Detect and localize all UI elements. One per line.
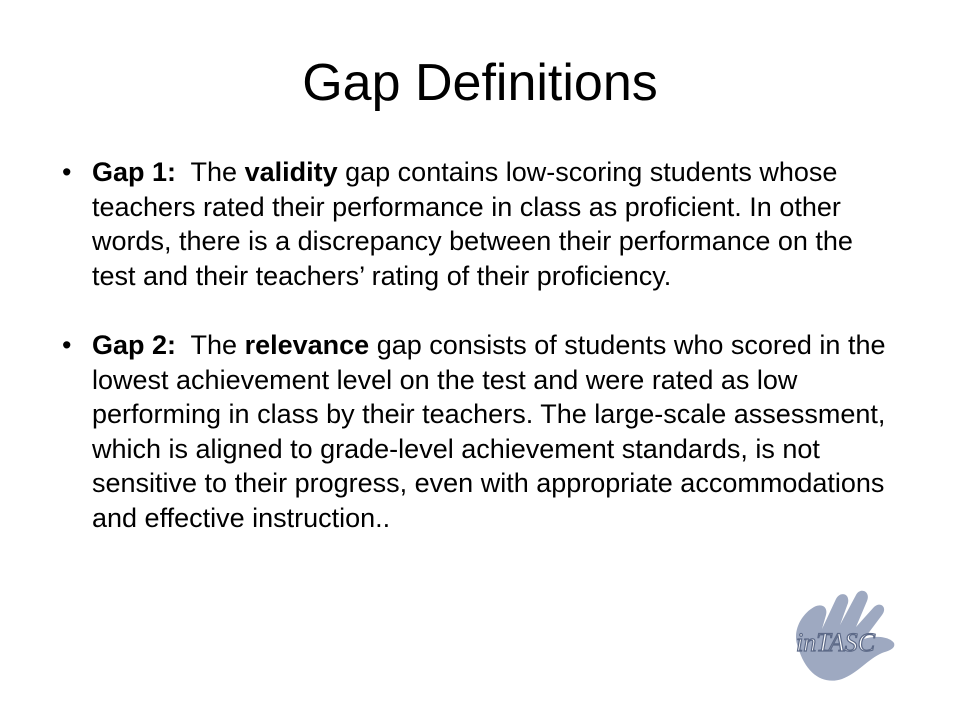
slide-title: Gap Definitions bbox=[302, 54, 658, 112]
text-before: The bbox=[176, 157, 245, 187]
bullet-dot: • bbox=[62, 330, 72, 360]
gap-keyword: relevance bbox=[244, 330, 370, 360]
intasc-logo bbox=[778, 585, 908, 695]
gap-keyword: validity bbox=[244, 157, 338, 187]
gap-label: Gap 1: bbox=[92, 157, 177, 187]
bullet-text bbox=[92, 328, 902, 535]
gap-label: Gap 2: bbox=[92, 330, 177, 360]
text-after: gap consists of students who scored in the lowest achievement level on the test and were rated as low performing in class by their teachers. The large-scale assessment, which is aligned to grade-level achievement standards, is not sensitive to their progress, even with appropriate accommodations and effective instruction.. bbox=[92, 330, 886, 533]
bullet-list bbox=[62, 155, 902, 535]
text-after: gap contains low-scoring students whose teachers rated their performance in class as proficient. In other words, there is a discrepancy between their performance on the test and their teachers’ rating of their proficiency. bbox=[92, 157, 853, 291]
logo-text: inTASC bbox=[796, 628, 875, 657]
bullet-dot: • bbox=[62, 157, 72, 187]
bullet-text bbox=[92, 155, 902, 293]
bullet-gap-2 bbox=[62, 328, 902, 535]
text-before: The bbox=[176, 330, 245, 360]
bullet-gap-1 bbox=[62, 155, 902, 293]
